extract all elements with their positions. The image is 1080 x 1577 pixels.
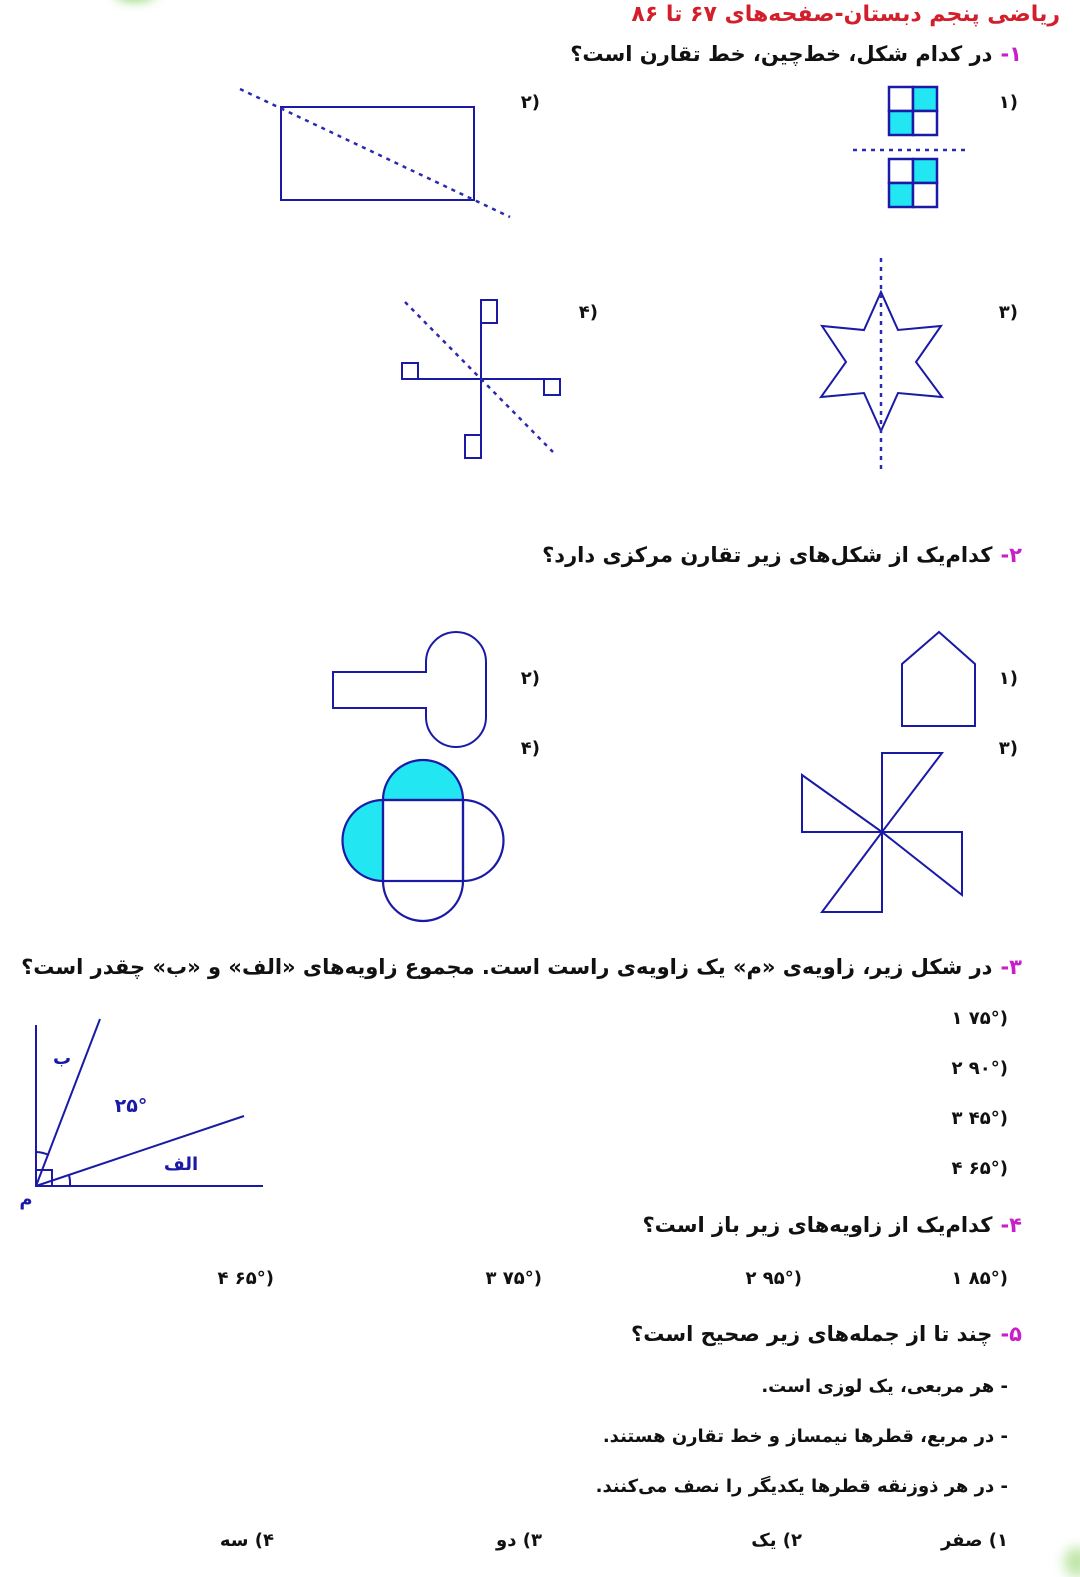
q5-option-3[interactable] — [496, 1530, 542, 1551]
q3-option-3[interactable] — [952, 1108, 1009, 1129]
q3-option-2[interactable] — [952, 1058, 1009, 1079]
option-label: (۴ — [951, 1158, 1008, 1179]
q4-option-3[interactable] — [486, 1268, 543, 1289]
question-2 — [542, 543, 1022, 567]
q4-option-2[interactable] — [746, 1268, 803, 1289]
option-value: یک — [751, 1530, 777, 1551]
q5-option-2[interactable] — [751, 1530, 802, 1551]
q1-option-3-label[interactable]: (۳ — [998, 302, 1018, 323]
question-text: در شکل زیر، زاویه‌ی «م» یک زاویه‌ی راست است. مجموع زاویه‌های «الف» و «ب» چقدر است؟ — [21, 955, 993, 979]
q1-figure-rectangle-icon — [220, 80, 540, 230]
option-value: ۸۵° — [968, 1268, 1000, 1289]
q2-option-4-label[interactable]: (۴ — [520, 738, 540, 759]
q1-figure-cross-icon — [380, 280, 580, 470]
option-label: (۴ — [217, 1268, 274, 1289]
option-label: ۴) — [254, 1530, 274, 1551]
q5-statement-2: - در مربع، قطرها نیمساز و خط تقارن هستند. — [602, 1426, 1008, 1447]
question-5 — [631, 1322, 1022, 1346]
page-title: ریاضی پنجم دبستان-صفحه‌های ۶۷ تا ۸۶ — [631, 2, 1060, 27]
question-text: در کدام شکل، خط‌چین، خط تقارن است؟ — [570, 42, 993, 66]
option-value: ۹۵° — [762, 1268, 794, 1289]
q3-option-4[interactable] — [952, 1158, 1009, 1179]
q3-option-1[interactable] — [952, 1008, 1009, 1029]
decorative-leaf-bottom-right — [1064, 1547, 1080, 1577]
q2-figure-pinwheel-icon — [780, 740, 980, 930]
option-value: دو — [496, 1530, 517, 1551]
question-number: ۲- — [1000, 543, 1022, 567]
option-value: ۷۵° — [502, 1268, 534, 1289]
q2-option-3-label[interactable]: (۳ — [998, 738, 1018, 759]
angle-a-label: الف — [163, 1154, 199, 1175]
q2-figure-key-icon — [320, 620, 500, 760]
option-label: (۱ — [951, 1008, 1008, 1029]
question-4 — [642, 1213, 1022, 1237]
q5-option-4[interactable] — [220, 1530, 274, 1551]
q1-option-4-label[interactable]: (۴ — [578, 302, 598, 323]
option-value: ۷۵° — [968, 1008, 1000, 1029]
option-value: صفر — [940, 1530, 983, 1551]
option-value: ۹۰° — [968, 1058, 1000, 1079]
option-label: (۱ — [951, 1268, 1008, 1289]
question-number: ۵- — [1000, 1322, 1022, 1346]
option-value: ۴۵° — [968, 1108, 1000, 1129]
question-number: ۱- — [1000, 42, 1022, 66]
q4-option-1[interactable] — [952, 1268, 1009, 1289]
option-label: ۱) — [988, 1530, 1008, 1551]
option-value: سه — [219, 1530, 249, 1551]
vertex-label: م — [19, 1189, 33, 1210]
q1-figure-grids-icon — [840, 80, 980, 220]
angle-b-label: ب — [52, 1048, 72, 1069]
option-label: (۳ — [485, 1268, 542, 1289]
q2-option-2-label[interactable]: (۲ — [520, 668, 540, 689]
question-1 — [570, 42, 1022, 66]
q5-statement-1: - هر مربعی، یک لوزی است. — [761, 1376, 1008, 1397]
question-text: کدام‌یک از شکل‌های زیر تقارن مرکزی دارد؟ — [542, 543, 993, 567]
q4-option-4[interactable] — [218, 1268, 275, 1289]
option-label: ۳) — [522, 1530, 542, 1551]
question-number: ۳- — [1000, 955, 1022, 979]
q1-option-2-label[interactable]: (۲ — [520, 92, 540, 113]
q5-option-1[interactable] — [941, 1530, 1008, 1551]
q1-figure-star-icon — [800, 250, 960, 480]
question-number: ۴- — [1000, 1213, 1022, 1237]
q2-option-1-label[interactable]: (۱ — [998, 668, 1018, 689]
option-label: (۳ — [951, 1108, 1008, 1129]
middle-angle-label: ۲۵° — [114, 1095, 148, 1117]
question-3 — [21, 955, 1022, 979]
q2-figure-house-icon — [880, 620, 990, 740]
q3-angle-figure-icon — [0, 1010, 280, 1210]
q2-figure-square-semicircles-icon — [320, 740, 520, 930]
option-label: ۲) — [782, 1530, 802, 1551]
question-text: چند تا از جمله‌های زیر صحیح است؟ — [631, 1322, 993, 1346]
q1-option-1-label[interactable]: (۱ — [998, 92, 1018, 113]
option-label: (۲ — [951, 1058, 1008, 1079]
option-value: ۶۵° — [234, 1268, 266, 1289]
question-text: کدام‌یک از زاویه‌های زیر باز است؟ — [642, 1213, 993, 1237]
option-label: (۲ — [745, 1268, 802, 1289]
option-value: ۶۵° — [968, 1158, 1000, 1179]
q5-statement-3: - در هر ذوزنقه قطرها یکدیگر را نصف می‌کنند. — [595, 1476, 1008, 1497]
